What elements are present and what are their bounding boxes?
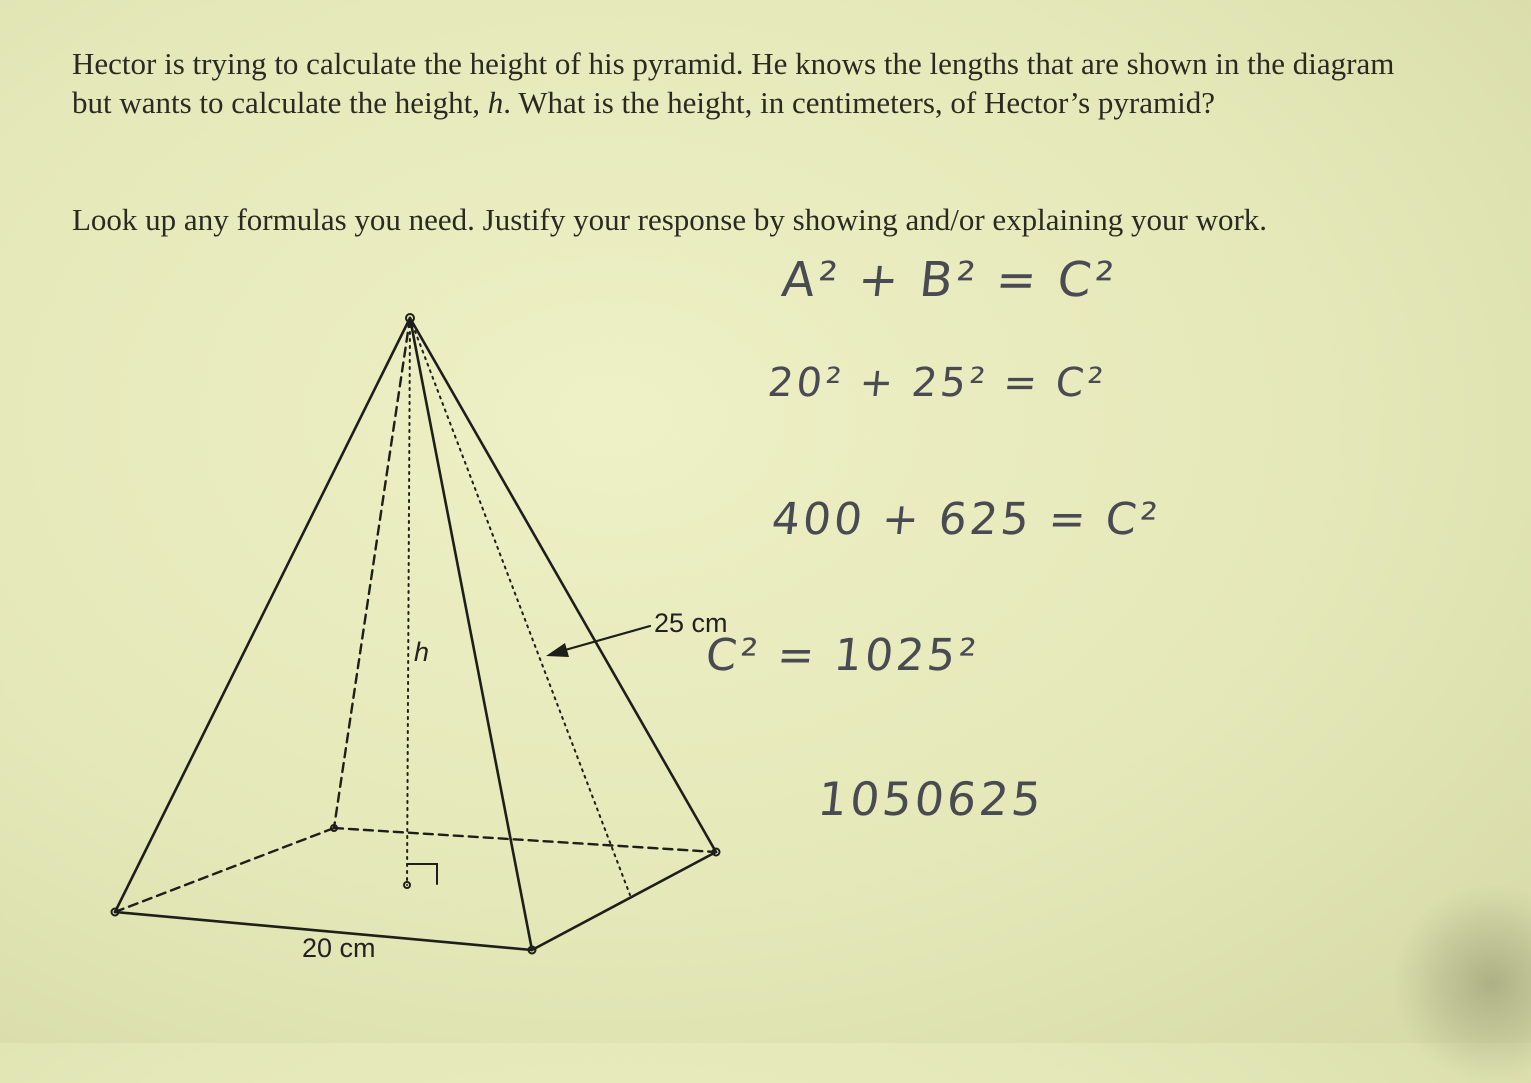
- slant-arrow-head: [546, 643, 569, 657]
- slant-arrow-line: [558, 626, 650, 652]
- work-line-sum: C² = 1025²: [703, 630, 982, 681]
- edge-base-right: [532, 852, 716, 950]
- problem-text-start: Hector is trying to calculate the height of his pyramid. He knows the lengths that are shown in the diagram but wants to calculate the height,: [72, 46, 1395, 120]
- base-length-label: 20 cm: [302, 933, 376, 963]
- work-line-result: 1050625: [815, 772, 1047, 826]
- slant-length-label: 25 cm: [654, 608, 728, 638]
- edge-apex-right: [410, 318, 716, 852]
- slant-height-line: [410, 318, 630, 895]
- edge-apex-front: [410, 318, 532, 950]
- instruction-text: Look up any formulas you need. Justify your response by showing and/or explaining your work.: [72, 202, 1268, 237]
- height-label: h: [414, 637, 430, 667]
- height-line: [407, 318, 410, 885]
- work-line-substitution: 20² + 25² = C²: [765, 360, 1109, 406]
- problem-text-end: . What is the height, in centimeters, of Hector’s pyramid?: [503, 85, 1215, 120]
- right-angle-marker: [407, 864, 437, 884]
- work-line-squares: 400 + 625 = C²: [769, 494, 1163, 545]
- edge-base-back: [334, 828, 716, 852]
- height-variable: h: [487, 85, 504, 120]
- edge-base-left-hidden: [115, 828, 334, 912]
- work-line-pythagorean: A² + B² = C²: [779, 252, 1120, 308]
